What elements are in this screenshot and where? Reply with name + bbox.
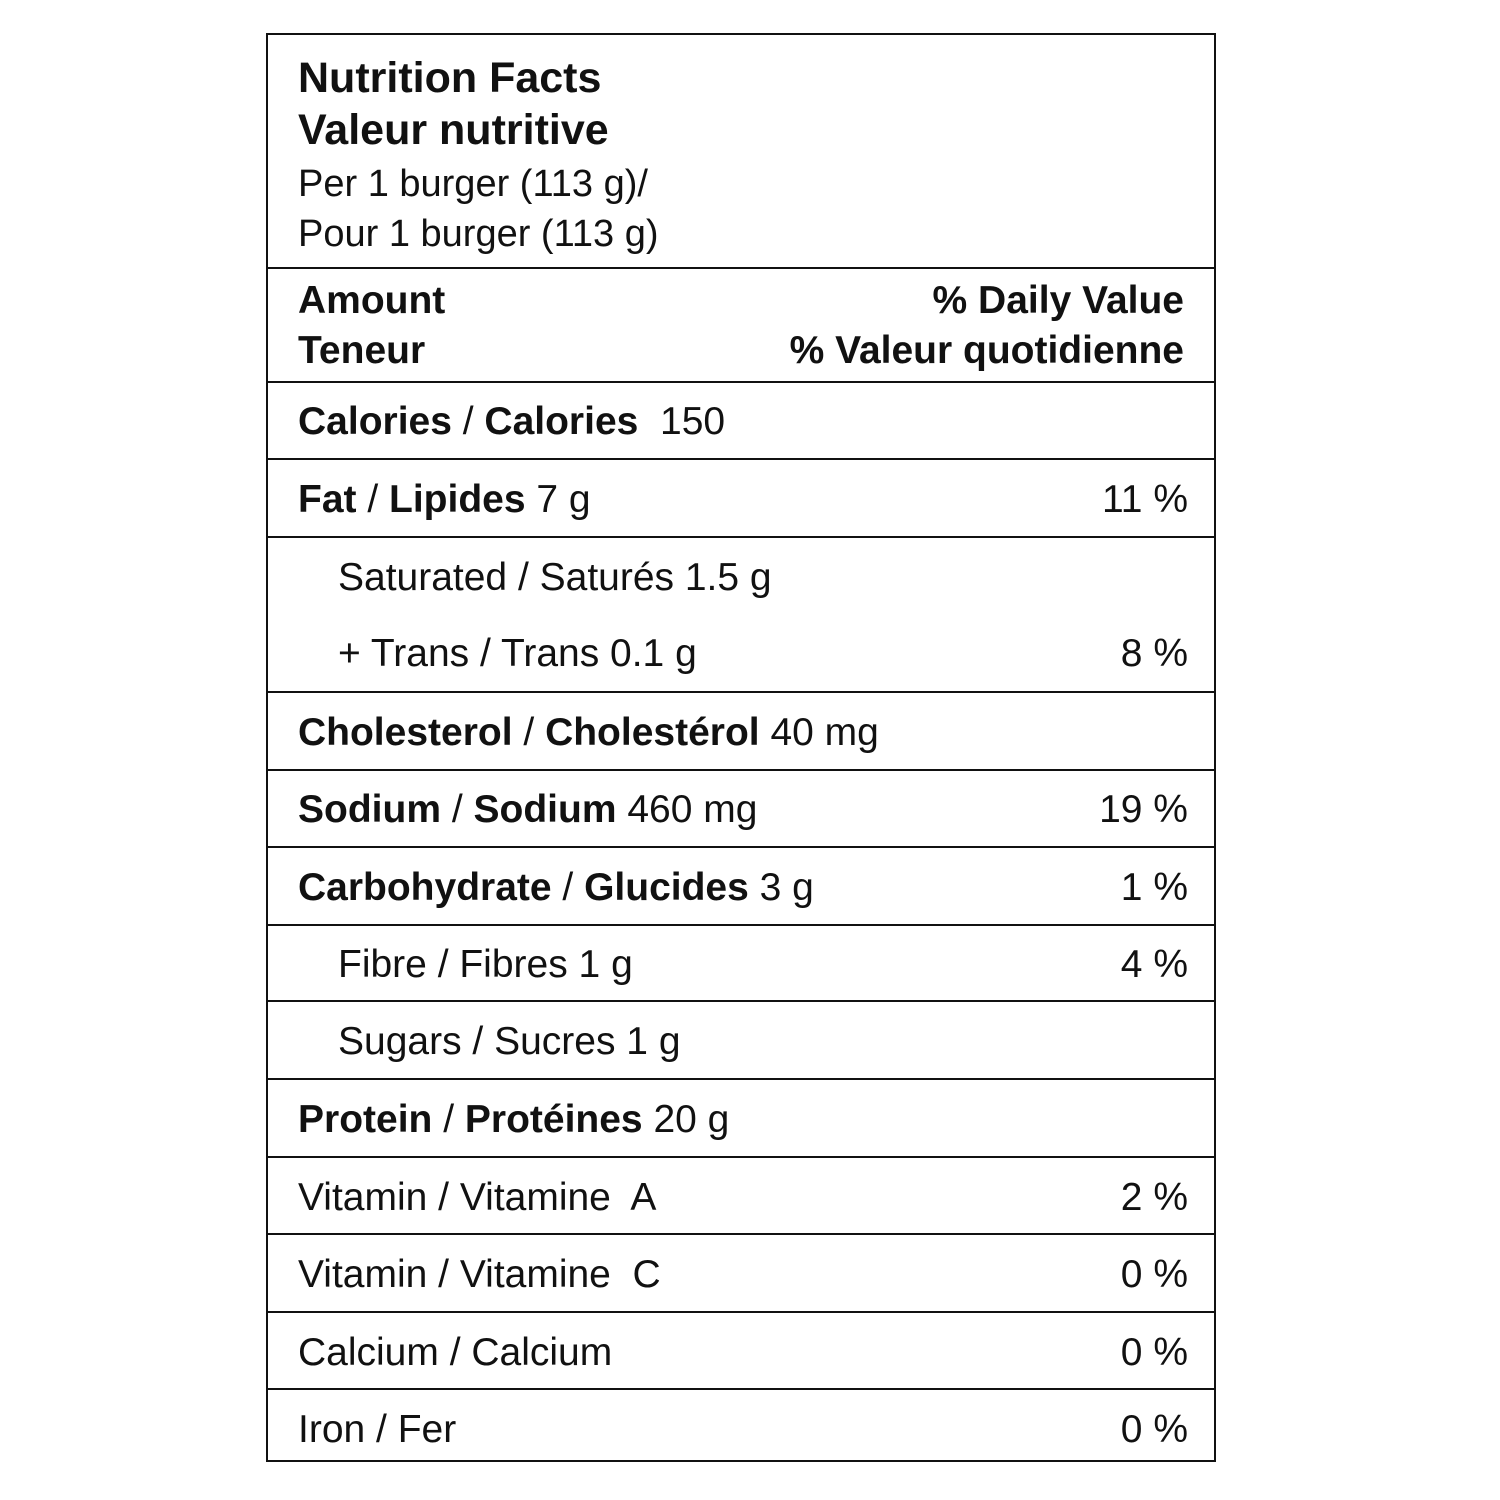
carbohydrate-label-english: Carbohydrate (298, 866, 552, 909)
protein-amount: 20 g (653, 1098, 730, 1141)
sodium-row (268, 769, 1214, 846)
iron-daily-value: 0 % (1120, 1408, 1188, 1451)
fat-label: Fat / Lipides 7 g (298, 478, 591, 521)
trans-label: + Trans / Trans 0.1 g (338, 632, 697, 675)
sugars-row (268, 1000, 1214, 1078)
fibre-label: Fibre / Fibres 1 g (338, 943, 633, 986)
iron-label: Iron / Fer (298, 1408, 457, 1451)
vitamin-c-row (268, 1233, 1214, 1311)
amount-header-french: Teneur (298, 329, 426, 372)
fat-label-english: Fat (298, 478, 357, 521)
protein-label: Protein / Protéines 20 g (298, 1098, 730, 1141)
calcium-daily-value: 0 % (1120, 1331, 1188, 1374)
protein-label-english: Protein (298, 1098, 433, 1141)
daily-value-header-english: % Daily Value (932, 279, 1184, 322)
fat-label-french: Lipides (389, 478, 526, 521)
iron-row (268, 1388, 1214, 1460)
carbohydrate-label-french: Glucides (584, 866, 749, 909)
sugars-label: Sugars / Sucres 1 g (338, 1020, 681, 1063)
calories-label-french: Calories (484, 400, 639, 443)
carbohydrate-daily-value: 1 % (1120, 866, 1188, 909)
vitamin-c-daily-value: 0 % (1120, 1253, 1188, 1296)
fibre-row (268, 924, 1214, 1000)
calories-value: 150 (660, 400, 726, 443)
calories-label-english: Calories (298, 400, 452, 443)
daily-value-header-french: % Valeur quotidienne (789, 329, 1184, 372)
cholesterol-label-english: Cholesterol (298, 711, 513, 754)
carbohydrate-row (268, 846, 1214, 924)
protein-row (268, 1078, 1214, 1156)
calcium-label: Calcium / Calcium (298, 1331, 613, 1374)
sodium-daily-value: 19 % (1099, 788, 1188, 831)
saturated-label: Saturated / Saturés 1.5 g (338, 556, 772, 599)
calories-row (268, 381, 1214, 458)
cholesterol-label: Cholesterol / Cholestérol 40 mg (298, 711, 879, 754)
fibre-daily-value: 4 % (1120, 943, 1188, 986)
cholesterol-row (268, 691, 1214, 769)
fat-amount: 7 g (536, 478, 591, 521)
vitamin-a-row (268, 1156, 1214, 1233)
sodium-label-english: Sodium (298, 788, 441, 831)
vitamin-c-label: Vitamin / Vitamine C (298, 1253, 661, 1296)
cholesterol-amount: 40 mg (770, 711, 879, 754)
calcium-row (268, 1311, 1214, 1388)
amount-header-english: Amount (298, 279, 446, 322)
title-french: Valeur nutritive (298, 106, 609, 154)
saturated-trans-row (268, 536, 1214, 691)
vitamin-a-daily-value: 2 % (1120, 1176, 1188, 1219)
calories-separator: / (451, 400, 485, 443)
saturated-trans-daily-value: 8 % (1120, 632, 1188, 675)
serving-size-french: Pour 1 burger (113 g) (298, 213, 659, 255)
serving-size-english: Per 1 burger (113 g)/ (298, 163, 648, 205)
sodium-amount: 460 mg (627, 788, 758, 831)
column-header-row (268, 267, 1214, 381)
carbohydrate-label: Carbohydrate / Glucides 3 g (298, 866, 814, 909)
carbohydrate-amount: 3 g (759, 866, 814, 909)
fat-daily-value: 11 % (1102, 478, 1188, 521)
calories-label (298, 402, 725, 441)
nutrition-facts-label (266, 33, 1216, 1462)
cholesterol-label-french: Cholestérol (545, 711, 760, 754)
vitamin-a-label: Vitamin / Vitamine A (298, 1176, 657, 1219)
fat-row (268, 458, 1214, 536)
sodium-label-french: Sodium (473, 788, 617, 831)
protein-label-french: Protéines (464, 1098, 643, 1141)
sodium-label: Sodium / Sodium 460 mg (298, 788, 758, 831)
title-block (268, 35, 1214, 267)
title-english: Nutrition Facts (298, 54, 602, 102)
